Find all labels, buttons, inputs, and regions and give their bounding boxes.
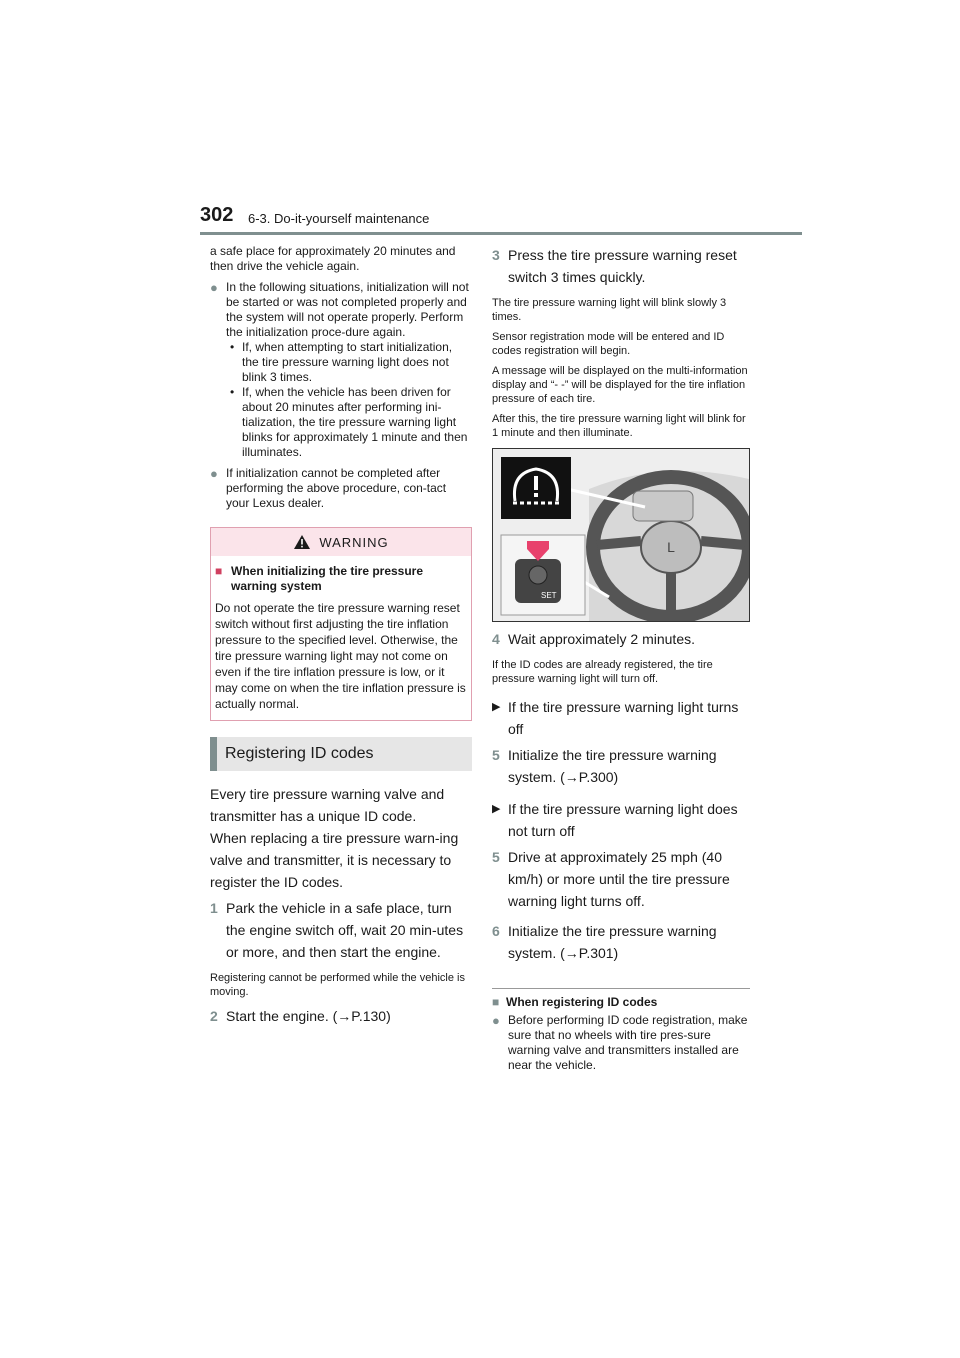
step-item xyxy=(210,897,472,963)
bullet-item xyxy=(492,1013,750,1073)
step-number: 1 xyxy=(210,900,218,916)
bullet-text: Before performing ID code registration, make sure that no wheels with tire pres-sure warning valve and transmitters installed are near the vehicle. xyxy=(508,1013,748,1072)
warning-subhead xyxy=(215,564,467,594)
set-button-label: SET xyxy=(541,591,557,600)
left-column xyxy=(210,244,472,1027)
step-number: 3 xyxy=(492,247,500,263)
bullet-text: In the following situations, initialization will not be started or was not completed properly and the system will not operate properly. Perform the initialization proce-dure again. xyxy=(226,280,469,339)
condition-item xyxy=(492,696,750,740)
step-text: Initialize the tire pressure warning system. (→P.300) xyxy=(508,747,717,785)
step-number: 5 xyxy=(492,849,500,865)
illustration-drawing xyxy=(493,449,749,621)
right-column xyxy=(492,244,750,1079)
condition-item xyxy=(492,798,750,842)
bullet-dot-icon: ● xyxy=(210,280,218,295)
section-heading xyxy=(210,737,472,771)
intro-text: a safe place for approximately 20 minutes and then drive the vehicle again. xyxy=(210,244,456,273)
condition-arrow-icon: ▶ xyxy=(492,701,501,713)
bullet-text: If initialization cannot be completed after performing the above procedure, con-tact your Lexus dealer. xyxy=(226,466,447,510)
sub-text: If, when attempting to start initialization, the tire pressure warning light does not blink 3 times. xyxy=(242,340,453,384)
warning-body xyxy=(211,556,471,720)
condition-arrow-icon: ▶ xyxy=(492,803,501,815)
step-note: After this, the tire pressure warning light will blink for 1 minute and then illuminate. xyxy=(492,413,746,439)
step-text: Initialize the tire pressure warning system. (→P.301) xyxy=(508,923,717,961)
sub-bullet-icon: • xyxy=(230,385,235,399)
bullet-dot-icon: ● xyxy=(210,466,218,481)
condition-text: If the tire pressure warning light turns off xyxy=(508,699,739,737)
steering-wheel-illustration xyxy=(492,448,750,622)
step-number: 5 xyxy=(492,747,500,763)
step-text: Park the vehicle in a safe place, turn the engine switch off, wait 20 min-utes or more, and then start the engine. xyxy=(226,900,464,960)
step-note: The tire pressure warning light will blink slowly 3 times. xyxy=(492,297,727,323)
step-text: Drive at approximately 25 mph (40 km/h) or more until the tire pressure warning light turns off. xyxy=(508,849,730,909)
step-note: If the ID codes are already registered, the tire pressure warning light will turn off. xyxy=(492,659,713,685)
section-heading-text: Registering ID codes xyxy=(225,745,374,762)
bullet-dot-icon: ● xyxy=(492,1013,500,1028)
sub-item xyxy=(226,340,472,385)
sub-item xyxy=(226,385,472,460)
step-number: 4 xyxy=(492,631,500,647)
step-item xyxy=(492,244,750,288)
section-title: 6-3. Do-it-yourself maintenance xyxy=(248,211,430,226)
subsection-title xyxy=(492,995,750,1009)
header-rule xyxy=(200,232,802,235)
body-paragraph: Every tire pressure warning valve and transmitter has a unique ID code. xyxy=(210,786,445,824)
step-item xyxy=(492,628,750,650)
page-number: 302 xyxy=(200,204,234,226)
step-item xyxy=(210,1005,472,1027)
step-text: Wait approximately 2 minutes. xyxy=(508,631,695,647)
step-number: 6 xyxy=(492,923,500,939)
step-note: Sensor registration mode will be entered and ID codes registration will begin. xyxy=(492,331,725,357)
condition-text: If the tire pressure warning light does not turn off xyxy=(508,801,738,839)
step-item xyxy=(492,744,750,788)
sub-bullet-icon: • xyxy=(230,340,235,354)
bullet-item xyxy=(210,280,472,460)
square-bullet-icon: ■ xyxy=(492,995,500,1009)
step-text: Start the engine. (→P.130) xyxy=(226,1008,391,1024)
step-text: Press the tire pressure warning reset switch 3 times quickly. xyxy=(508,247,737,285)
warning-title: WARNING xyxy=(319,534,389,550)
warning-triangle-icon xyxy=(293,534,311,550)
body-paragraph: When replacing a tire pressure warn-ing valve and transmitter, it is necessary to register the ID codes. xyxy=(210,830,459,890)
warning-header xyxy=(211,528,471,556)
sub-text: If, when the vehicle has been driven for about 20 minutes after performing ini-tialization, the tire pressure warning light blinks for approximately 1 minute and then illuminates. xyxy=(242,385,468,459)
subsection-title-text: When registering ID codes xyxy=(506,995,658,1009)
warning-box xyxy=(210,527,472,721)
svg-text:L: L xyxy=(667,539,675,555)
subsection xyxy=(492,988,750,1073)
step-item xyxy=(492,846,750,912)
step-item xyxy=(492,920,750,964)
bullet-item xyxy=(210,466,472,511)
step-note: A message will be displayed on the multi-information display and “- -” will be displayed for the tire inflation pressure of each tire. xyxy=(492,365,748,405)
warning-subhead-text: When initializing the tire pressure warning system xyxy=(231,564,424,593)
square-bullet-icon: ■ xyxy=(215,564,223,578)
step-number: 2 xyxy=(210,1008,218,1024)
warning-text: Do not operate the tire pressure warning reset switch without first adjusting the tire inflation pressure to the specified level. Otherwise, the tire pressure warning light may not come on even if the tire inflation pressure is low, or it may come on when the tire inflation pressure is actually normal. xyxy=(215,601,466,711)
step-note: Registering cannot be performed while the vehicle is moving. xyxy=(210,972,465,998)
